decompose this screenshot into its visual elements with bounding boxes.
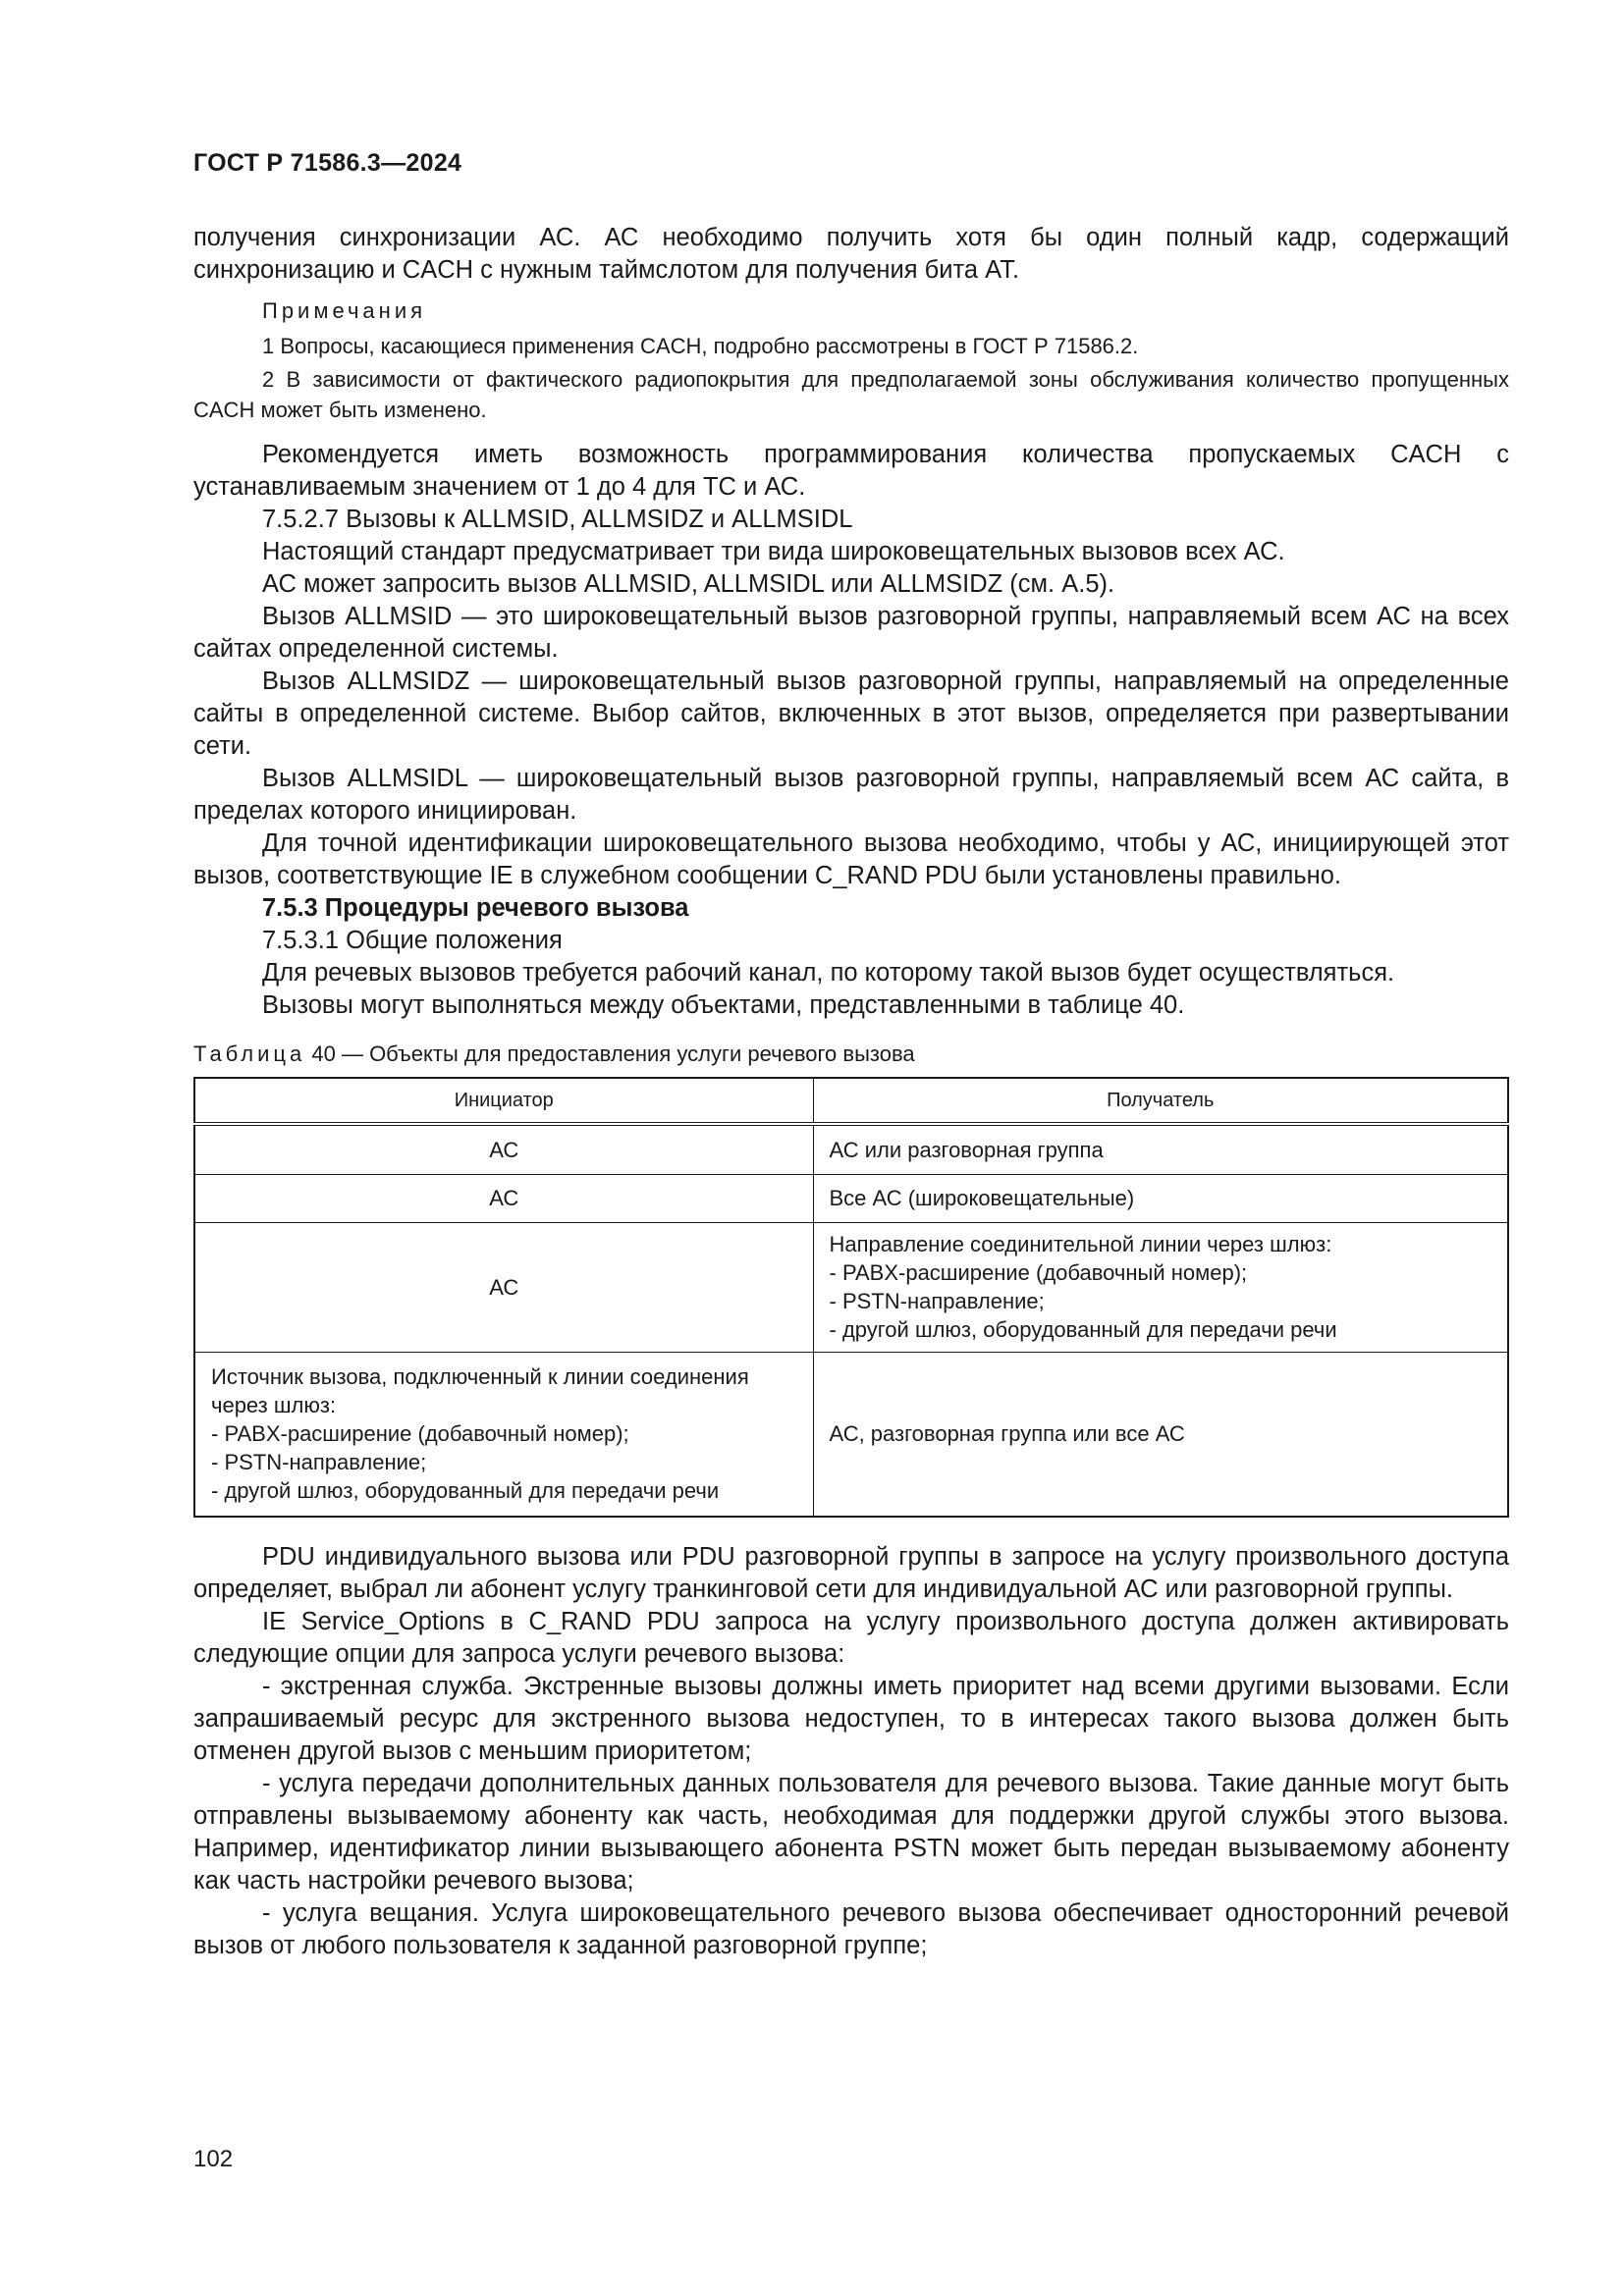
cell-line: - PSTN-направление; <box>211 1450 427 1475</box>
recipient-cell <box>813 1222 1508 1352</box>
cell-line: - PABX-расширение (добавочный номер); <box>829 1260 1248 1285</box>
cell-line: - PABX-расширение (добавочный номер); <box>211 1421 629 1447</box>
initiator-cell <box>194 1174 813 1222</box>
initiator-cell <box>194 1124 813 1174</box>
paragraph-pdu: PDU индивидуального вызова или PDU разговорной группы в запросе на услугу произвольного доступа определяет, выбрал ли абонент услугу транкинговой сети для индивидуальной АС или разговорной группы. <box>193 1543 1509 1603</box>
cell-line: АС <box>489 1274 519 1300</box>
table-row <box>194 1174 1508 1222</box>
table-caption-label: Таблица <box>193 1041 306 1066</box>
section-heading-7-5-2-7: 7.5.2.7 Вызовы к ALLMSID, ALLMSIDZ и ALLMSIDL <box>262 506 853 533</box>
note-1: 1 Вопросы, касающиеся применения CACH, подробно рассмотрены в ГОСТ Р 71586.2. <box>262 334 1139 358</box>
section-heading-7-5-3: 7.5.3 Процедуры речевого вызова <box>262 894 689 922</box>
section-heading-7-5-3-1: 7.5.3.1 Общие положения <box>262 927 563 954</box>
paragraph-service-options: IE Service_Options в C_RAND PDU запроса на услугу произвольного доступа должен активировать следующие опции для запроса услуги речевого вызова: <box>193 1608 1509 1668</box>
header-initiator: Инициатор <box>194 1078 813 1124</box>
table-row <box>194 1352 1508 1517</box>
cell-line: АС, разговорная группа или все АС <box>829 1421 1185 1447</box>
header-recipient: Получатель <box>813 1078 1508 1124</box>
notes-heading: Примечания <box>262 298 427 323</box>
cell-line: АС <box>489 1137 519 1162</box>
paragraph-three-types: Настоящий стандарт предусматривает три вида широковещательных вызовов всех АС. <box>262 538 1285 565</box>
paragraph-identification: Для точной идентификации широковещательного вызова необходимо, чтобы у АС, инициирующей этот вызов, соответствующие IE в служебном сообщении C_RAND PDU были установлены правильно. <box>193 829 1509 889</box>
cell-line: - PSTN-направление; <box>829 1289 1045 1313</box>
recipient-cell <box>813 1124 1508 1174</box>
table-caption <box>193 1040 1509 1069</box>
initiator-cell <box>194 1352 813 1517</box>
paragraph-allmsidz: Вызов ALLMSIDZ — широковещательный вызов разговорной группы, направляемый на определенные сайты в определенной системе. Выбор сайтов, включенных в этот вызов, определяется при развертывании сети. <box>193 667 1509 760</box>
page-content <box>193 222 1509 1962</box>
cell-line: АС или разговорная группа <box>829 1137 1104 1162</box>
document-header: ГОСТ Р 71586.3—2024 <box>193 149 462 177</box>
recipient-cell <box>813 1352 1508 1517</box>
table-row <box>194 1222 1508 1352</box>
paragraph-request: АС может запросить вызов ALLMSID, ALLMSIDL или ALLMSIDZ (см. А.5). <box>262 570 1115 598</box>
list-item-additional-data: - услуга передачи дополнительных данных пользователя для речевого вызова. Такие данные могут быть отправлены вызываемому абоненту как часть, необходимая для поддержки другой службы этого вызова. Например, идентификатор линии вызывающего абонента PSTN может быть передан вызываемому абоненту как часть настройки речевого вызова; <box>193 1770 1509 1895</box>
table-caption-text: 40 — Объекты для предоставления услуги речевого вызова <box>305 1041 915 1066</box>
cell-line: - другой шлюз, оборудованный для передачи речи <box>211 1478 720 1504</box>
cell-line: Все АС (широковещательные) <box>829 1186 1135 1210</box>
list-item-broadcast: - услуга вещания. Услуга широковещательного речевого вызова обеспечивает односторонний речевой вызов от любого пользователя к заданной разговорной группе; <box>193 1899 1509 1959</box>
cell-line: Источник вызова, подключенный к линии соединения через шлюз: <box>211 1364 749 1418</box>
table-row <box>194 1124 1508 1174</box>
initiator-cell <box>194 1222 813 1352</box>
paragraph-table-ref: Вызовы могут выполняться между объектами, представленными в таблице 40. <box>262 991 1185 1019</box>
table-header-row <box>194 1078 1508 1124</box>
paragraph-working-channel: Для речевых вызовов требуется рабочий канал, по которому такой вызов будет осуществляться. <box>262 959 1395 987</box>
paragraph-cach: Рекомендуется иметь возможность программирования количества пропускаемых CACH с устанавливаемым значением от 1 до 4 для ТС и АС. <box>193 441 1509 501</box>
cell-line: Направление соединительной линии через шлюз: <box>829 1232 1332 1256</box>
paragraph-allmsid: Вызов ALLMSID — это широковещательный вызов разговорной группы, направляемый всем АС на всех сайтах определенной системы. <box>193 603 1509 663</box>
intro-paragraph: получения синхронизации АС. АС необходимо получить хотя бы один полный кадр, содержащий синхронизацию и CACH с нужным таймслотом для получения бита AT. <box>193 224 1509 284</box>
recipient-cell <box>813 1174 1508 1222</box>
cell-line: - другой шлюз, оборудованный для передачи речи <box>829 1317 1337 1342</box>
page-number: 102 <box>193 2146 234 2172</box>
note-2: 2 В зависимости от фактического радиопокрытия для предполагаемой зоны обслуживания количество пропущенных CACH может быть изменено. <box>193 367 1509 422</box>
voice-call-objects-table <box>193 1077 1509 1518</box>
paragraph-allmsidl: Вызов ALLMSIDL — широковещательный вызов разговорной группы, направляемый всем АС сайта, в пределах которого инициирован. <box>193 765 1509 825</box>
list-item-emergency: - экстренная служба. Экстренные вызовы должны иметь приоритет над всеми другими вызовами. Если запрашиваемый ресурс для экстренного вызова недоступен, то в интересах такого вызова должен быть отменен другой вызов с меньшим приоритетом; <box>193 1673 1509 1765</box>
cell-line: АС <box>489 1186 519 1210</box>
